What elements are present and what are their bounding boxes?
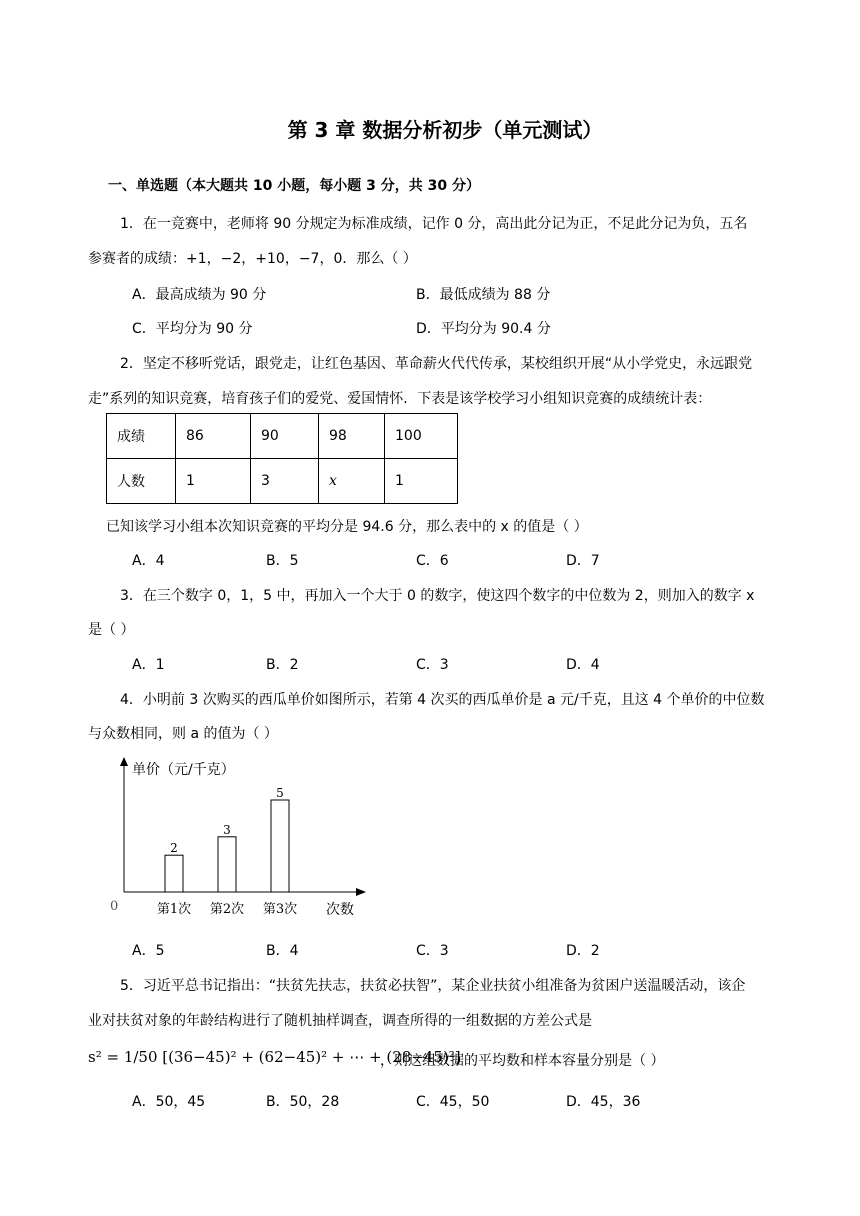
option-a: A．50，45 bbox=[132, 1094, 206, 1110]
question-3-line-2: 是（ ） bbox=[88, 622, 135, 638]
question-2-followup: 已知该学习小组本次知识竞赛的平均分是 94.6 分，那么表中的 x 的值是（ ） bbox=[106, 519, 588, 535]
option-d: D．4 bbox=[566, 657, 600, 673]
table-cell: 成绩 bbox=[107, 414, 176, 459]
question-4-line-1: 4．小明前 3 次购买的西瓜单价如图所示，若第 4 次买的西瓜单价是 a 元/千克，且这 4 个单价的中位数 bbox=[120, 692, 765, 708]
option-c: C．45，50 bbox=[416, 1094, 490, 1110]
y-axis-arrow bbox=[120, 757, 128, 766]
variance-formula: s² = 1/50 [(36−45)² + (62−45)² + ⋯ + (28−45)²] bbox=[88, 1048, 461, 1066]
option-b: B．最低成绩为 88 分 bbox=[416, 287, 551, 303]
x-tick-label: 第1次 bbox=[156, 902, 192, 917]
option-a: A．5 bbox=[132, 943, 165, 959]
table-cell: 1 bbox=[385, 459, 458, 504]
question-2-line-2: 走”系列的知识竞赛，培育孩子们的爱党、爱国情怀．下表是该学校学习小组知识竞赛的成绩统计表： bbox=[88, 391, 712, 407]
y-axis-label: 单价（元/千克） bbox=[132, 762, 235, 778]
option-d: D．45，36 bbox=[566, 1094, 641, 1110]
score-table bbox=[106, 413, 458, 504]
table-row bbox=[107, 459, 458, 504]
table-cell: 3 bbox=[251, 459, 319, 504]
table-cell: 86 bbox=[176, 414, 251, 459]
option-c: C．3 bbox=[416, 943, 449, 959]
bar-value-label: 5 bbox=[276, 786, 284, 800]
section-heading: 一、单选题（本大题共 10 小题，每小题 3 分，共 30 分） bbox=[108, 178, 480, 194]
bar-3 bbox=[271, 800, 289, 892]
question-3-line-1: 3．在三个数字 0，1，5 中，再加入一个大于 0 的数字，使这四个数字的中位数为 2，则加入的数字 x bbox=[120, 588, 755, 604]
option-b: B．4 bbox=[266, 943, 299, 959]
x-tick-label: 第2次 bbox=[209, 902, 245, 917]
question-2-line-1: 2．坚定不移听党话，跟党走，让红色基因、革命薪火代代传承，某校组织开展“从小学党史，永远跟党 bbox=[120, 356, 753, 372]
bar-1 bbox=[165, 855, 183, 892]
bar-value-label: 3 bbox=[223, 822, 231, 837]
option-b: B．2 bbox=[266, 657, 299, 673]
question-5-line-1: 5．习近平总书记指出：“扶贫先扶志，扶贫必扶智”，某企业扶贫小组准备为贫困户送温暖活动，该企 bbox=[120, 978, 746, 994]
option-d: D．平均分为 90.4 分 bbox=[416, 321, 551, 337]
question-5-line-2: 业对扶贫对象的年龄结构进行了随机抽样调查，调查所得的一组数据的方差公式是 bbox=[88, 1013, 592, 1029]
table-cell: 100 bbox=[385, 414, 458, 459]
option-a: A．1 bbox=[132, 657, 165, 673]
price-bar-chart bbox=[108, 752, 378, 924]
table-cell: 人数 bbox=[107, 459, 176, 504]
table-row bbox=[107, 414, 458, 459]
question-4-line-2: 与众数相同，则 a 的值为（ ） bbox=[88, 726, 278, 742]
page-title: 第 3 章 数据分析初步（单元测试） bbox=[287, 118, 603, 142]
option-d: D．2 bbox=[566, 943, 600, 959]
x-axis-label: 次数 bbox=[326, 902, 354, 918]
option-b: B．5 bbox=[266, 553, 299, 569]
option-c: C．平均分为 90 分 bbox=[132, 321, 253, 337]
option-d: D．7 bbox=[566, 553, 600, 569]
option-a: A．最高成绩为 90 分 bbox=[132, 287, 267, 303]
x-axis-arrow bbox=[356, 888, 366, 896]
option-c: C．3 bbox=[416, 657, 449, 673]
question-5-line-3: ，则这组数据的平均数和样本容量分别是（ ） bbox=[380, 1053, 665, 1069]
option-a: A．4 bbox=[132, 553, 165, 569]
bars-group bbox=[157, 786, 297, 917]
x-tick-label: 第3次 bbox=[262, 902, 298, 917]
table-cell: x bbox=[319, 459, 385, 504]
option-b: B．50，28 bbox=[266, 1094, 340, 1110]
table-cell: 90 bbox=[251, 414, 319, 459]
question-1-line-1: 1．在一竞赛中，老师将 90 分规定为标准成绩，记作 0 分，高出此分记为正，不足此分记为负，五名 bbox=[120, 216, 748, 232]
bar-value-label: 2 bbox=[170, 841, 178, 856]
option-c: C．6 bbox=[416, 553, 449, 569]
bar-2 bbox=[218, 837, 236, 892]
table-cell: 1 bbox=[176, 459, 251, 504]
question-1-line-2: 参赛者的成绩：+1，−2，+10，−7，0．那么（ ） bbox=[88, 251, 417, 267]
origin-label: 0 bbox=[110, 899, 119, 914]
table-cell: 98 bbox=[319, 414, 385, 459]
